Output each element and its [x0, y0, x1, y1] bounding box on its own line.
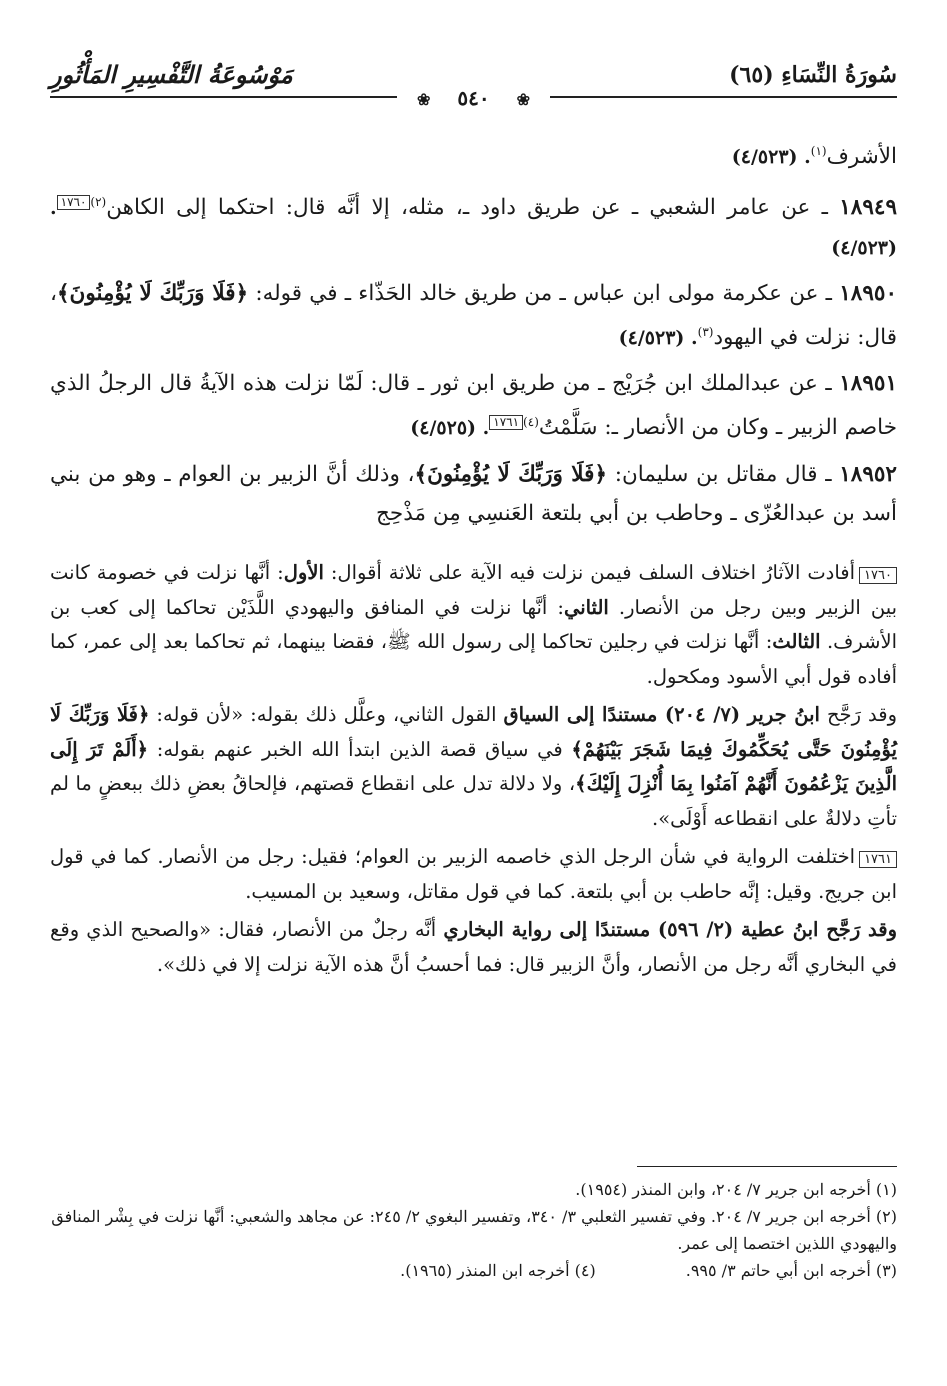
footnote-rule: [637, 1166, 897, 1167]
footnote-1: (١) أخرجه ابن جرير ٧/ ٢٠٤، وابن المنذر (١٩٥٤).: [575, 1180, 897, 1199]
footnote-4: (٤) أخرجه ابن المنذر (١٩٦٥).: [400, 1261, 596, 1280]
note-number-box: ١٧٦٠: [859, 567, 897, 584]
entry-text: ـ عن عكرمة مولى ابن عباس ـ من طريق خالد الحَذّاء ـ في قوله:: [248, 281, 840, 307]
entry-18951: [50, 364, 897, 448]
entry-continuation: [50, 132, 897, 177]
note-text: وقد رَجَّح: [819, 703, 898, 726]
source-reference: . (٤/٥٢٣): [50, 197, 897, 260]
entry-number: ١٨٩٥١: [839, 371, 897, 397]
entry-number: ١٨٩٥٠: [839, 281, 897, 307]
note-text: : أنَّها نزلت في رجلين تحاكما إلى رسول الله ﷺ، فقضا بينهما، ثم تحاكما بعد إلى عمر، كما أفاده قول أبي الأسود ومكحول.: [50, 630, 897, 688]
entry-number: ١٨٩٥٢: [839, 461, 897, 487]
note-number-box: ١٧٦١: [859, 851, 897, 868]
quran-quote: ﴿فَلَا وَرَبِّكَ لَا يُؤْمِنُونَ حَتَّى يُحَكِّمُوكَ فِيمَا شَجَرَ بَيْنَهُمْ﴾: [50, 703, 898, 761]
note-bold: وقد رَجَّح: [818, 918, 898, 941]
footnote-2: (٢) أخرجه ابن جرير ٧/ ٢٠٤. وفي تفسير الثعلبي ٣/ ٣٤٠، وتفسير البغوي ٢/ ٢٤٥: عن مجاهد والشعبي: أنَّها نزلت في بِشْر المنافق واليهودي اللذين اختصما إلى عمر.: [51, 1207, 897, 1253]
quran-quote: ﴿فَلَا وَرَبِّكَ لَا يُؤْمِنُونَ﴾: [414, 461, 608, 487]
book-title: مَوْسُوعَةُ التَّفْسِيرِ المَأْثُورِ: [50, 60, 293, 89]
entry-text: الأشرف: [826, 144, 897, 170]
note-text: القول الثاني، وعلَّل ذلك بقوله: «لأن قوله:: [149, 703, 504, 726]
note-text: : أنَّها نزلت في خصومة كانت بين الزبير وبين رجل من الأنصار.: [50, 561, 898, 619]
footnote-row: [50, 1257, 897, 1284]
note-1760: [50, 556, 897, 694]
source-reference: . (٤/٥٢٥): [410, 417, 490, 440]
main-text: [50, 132, 897, 539]
note-bold: الثالث: [772, 630, 821, 653]
note-bold: ابنُ عطية: [741, 918, 819, 941]
entry-18950: [50, 274, 897, 358]
note-bold: (٧/ ٢٠٤): [657, 703, 748, 726]
note-1761-tarjih: [50, 913, 897, 982]
note-1761: [50, 840, 897, 909]
entry-text: ـ قال مقاتل بن سليمان:: [607, 461, 840, 487]
ornament-icon: ❀: [507, 90, 540, 109]
note-marker-box: ١٧٦١: [489, 415, 523, 430]
entry-text: ـ عن عبدالملك ابن جُرَيْج ـ من طريق ابن ثور ـ قال: لَمّا نزلت هذه الآيةُ قال الرجلُ الذي خاصم الزبير ـ وكان من الأنصار ـ: سَلَّمْتُ: [50, 371, 897, 441]
note-text: أفادت الآثارُ اختلاف السلف فيمن نزلت فيه الآية على ثلاثة أقوال:: [323, 561, 856, 584]
page-number-wrap: [0, 86, 947, 110]
note-bold: ابنُ جرير: [747, 703, 820, 726]
source-reference: . (٤/٥٢٣): [618, 327, 698, 350]
note-text: ، ولا دلالة تدل على انقطاع قصتهم، فإلحاقُ بعضِ ذلك ببعضٍ ما لم تأتِ دلالةٌ على انقطاعه أَوْلَى».: [50, 772, 897, 830]
entry-text: ، وذلك أنَّ الزبير بن العوام ـ وهو من بني أسد بن عبدالعُزّى ـ وحاطب بن أبي بلتعة العَنسِي مِن مَذْحِج: [50, 461, 897, 526]
note-1760-tarjih: [50, 698, 897, 836]
ornament-icon: ❀: [407, 90, 440, 109]
note-bold: الثاني: [563, 595, 609, 619]
surah-title: سُورَةُ النِّسَاءِ (٦٥): [729, 62, 897, 88]
commentary-notes: [50, 556, 897, 986]
note-bold: مستندًا إلى السياق: [503, 703, 658, 726]
note-bold: الأول: [283, 561, 324, 584]
footnote-3: (٣) أخرجه ابن أبي حاتم ٣/ ٩٩٥.: [685, 1261, 897, 1280]
note-bold: (٢/ ٥٩٦): [650, 918, 741, 941]
note-text: اختلفت الرواية في شأن الرجل الذي خاصمه الزبير بن العوام؛ فقيل: رجل من الأنصار. كما في قول ابن جريج. وقيل: إنَّه حاطب بن أبي بلتعة. كما في قول مقاتل، وسعيد بن المسيب.: [50, 845, 897, 903]
footnotes: [50, 1176, 897, 1284]
footnote-marker: (٣): [697, 325, 714, 340]
note-marker-box: ١٧٦٠: [57, 195, 91, 210]
quran-quote: ﴿أَلَمْ تَرَ إِلَى الَّذِينَ يَزْعُمُونَ أَنَّهُمْ آمَنُوا بِمَا أُنْزِلَ إِلَيْكَ﴾: [50, 737, 898, 795]
footnote-marker: (٤): [523, 415, 539, 430]
note-text: في سياق قصة الذين ابتدأ الله الخبر عنهم بقوله:: [148, 737, 572, 761]
entry-text: ـ عن عامر الشعبي ـ عن طريق داود ـ، مثله، إلا أنَّه قال: احتكما إلى الكاهن: [106, 195, 840, 221]
note-text: : أنَّها نزلت في المنافق واليهودي اللَّذَيْن تحاكما إلى كعب بن الأشرف.: [50, 595, 898, 653]
note-bold: مستندًا إلى رواية البخاري: [443, 918, 651, 941]
page-number: ٥٤٠: [447, 86, 499, 110]
footnote-marker: (١): [810, 144, 827, 158]
note-text: أنَّه رجلٌ من الأنصار، فقال: «والصحيح الذي وقع في البخاري أنَّه رجل من الأنصار، وأنَّ الزبير قال: فما أحسبُ أنَّ هذه الآية نزلت إلا في ذلك».: [50, 918, 897, 976]
footnote-marker: (٢): [90, 195, 107, 210]
entry-18952: [50, 455, 897, 533]
entry-18949: [50, 183, 897, 268]
source-reference: . (٤/٥٢٣): [731, 146, 811, 169]
entry-number: ١٨٩٤٩: [839, 195, 897, 221]
quran-quote: ﴿فَلَا وَرَبِّكَ لَا يُؤْمِنُونَ﴾: [56, 281, 249, 307]
entry-text: ، قال: نزلت في اليهود: [50, 281, 897, 351]
